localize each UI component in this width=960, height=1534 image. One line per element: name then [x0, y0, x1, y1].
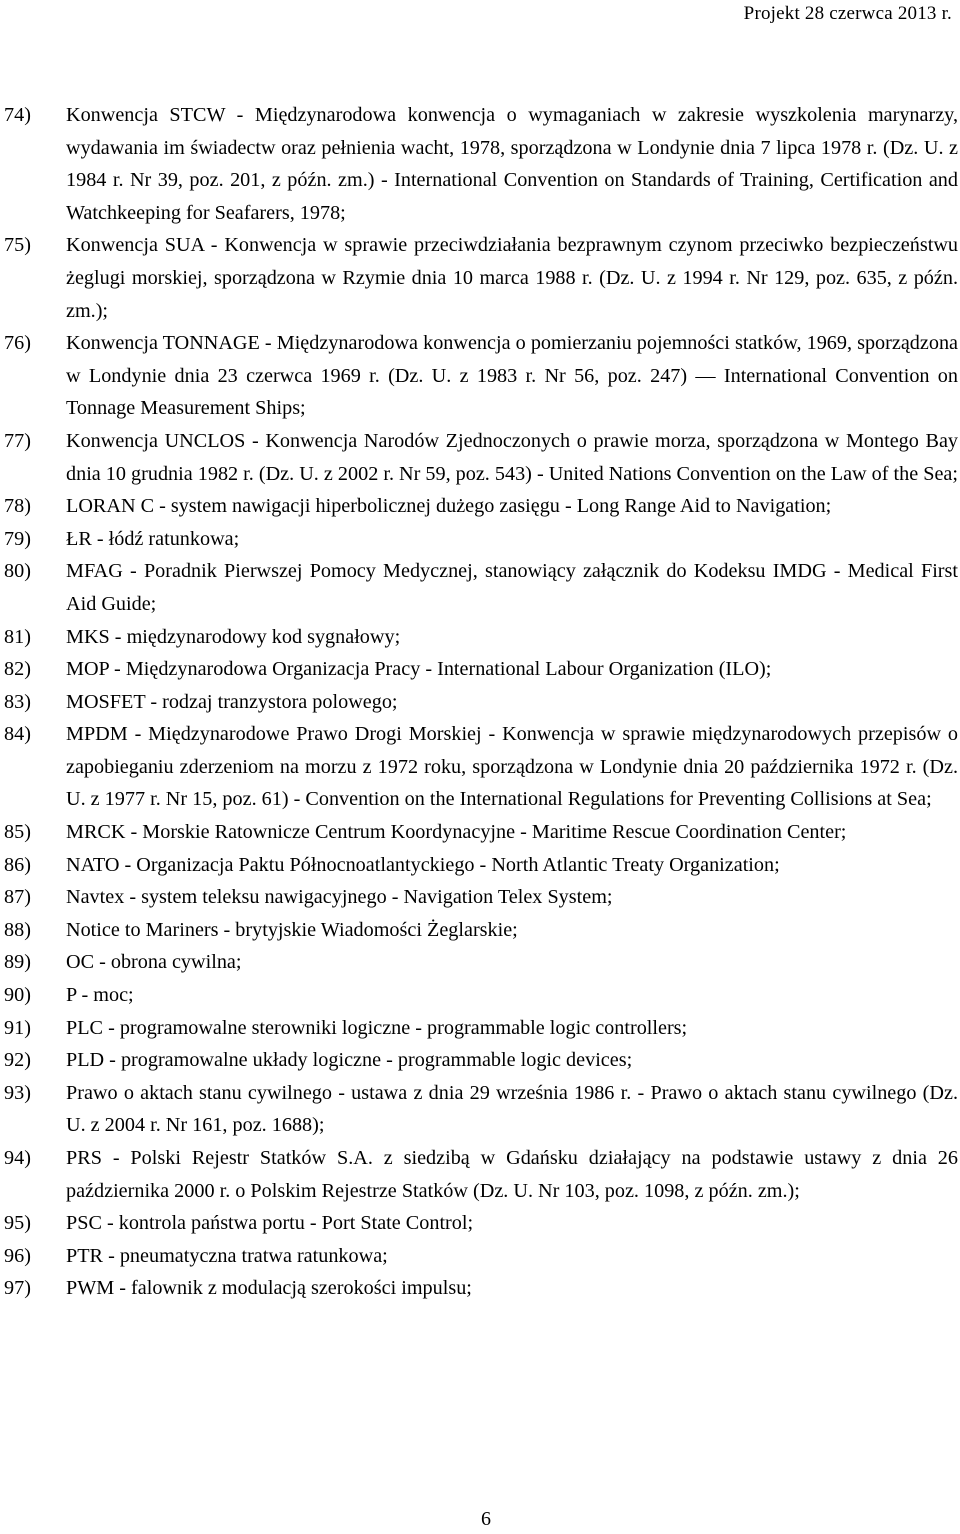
item-text: NATO - Organizacja Paktu Północnoatlantyckiego - North Atlantic Treaty Organization; — [66, 853, 780, 876]
list-item — [4, 1012, 958, 1045]
document-header: Projekt 28 czerwca 2013 r. — [743, 3, 952, 24]
item-number: 82) — [4, 658, 31, 681]
item-text: OC - obrona cywilna; — [66, 951, 242, 974]
list-item — [4, 523, 958, 556]
list-item — [4, 653, 958, 686]
item-number: 75) — [4, 234, 31, 257]
item-number: 80) — [4, 560, 31, 583]
list-item — [4, 686, 958, 719]
list-item — [4, 99, 958, 229]
item-number: 79) — [4, 527, 31, 550]
list-item — [4, 229, 958, 327]
list-item — [4, 1240, 958, 1273]
item-text: Notice to Mariners - brytyjskie Wiadomości Żeglarskie; — [66, 918, 518, 941]
item-number: 74) — [4, 104, 31, 126]
page-number: 6 — [481, 1508, 491, 1530]
item-text: PLD - programowalne układy logiczne - programmable logic devices; — [66, 1049, 633, 1072]
item-number: 81) — [4, 625, 31, 648]
item-number: 76) — [4, 332, 31, 355]
item-text: Konwencja TONNAGE - Międzynarodowa konwencja o pomierzaniu pojemności statków, 1969, sporządzona w Londynie dnia 23 czerwca 1969 r. (Dz. U. z 1983 r. Nr 56, poz. 247) ― International Convention on Tonnage Measurement Ships; — [66, 332, 958, 420]
list-item — [4, 1142, 958, 1207]
item-number: 86) — [4, 853, 31, 876]
item-number: 88) — [4, 918, 31, 941]
item-number: 87) — [4, 886, 31, 909]
item-number: 93) — [4, 1081, 31, 1104]
list-item — [4, 979, 958, 1012]
item-text: ŁR - łódź ratunkowa; — [66, 527, 240, 550]
item-number: 83) — [4, 690, 31, 713]
item-text: MRCK - Morskie Ratownicze Centrum Koordynacyjne - Maritime Rescue Coordination Center; — [66, 821, 847, 844]
list-item — [4, 1272, 958, 1305]
item-text: MPDM - Międzynarodowe Prawo Drogi Morskiej - Konwencja w sprawie międzynarodowych przepisów o zapobieganiu zderzeniom na morzu z 1972 roku, sporządzona w Londynie dnia 20 października 1972 r. (Dz. U. z 1977 r. Nr 15, poz. 61) - Convention on the International Regulations for Preventing Collisions at Sea; — [66, 723, 958, 811]
list-item — [4, 718, 958, 816]
abbreviation-list — [4, 99, 958, 1305]
list-item — [4, 555, 958, 620]
item-number: 92) — [4, 1049, 31, 1072]
item-text: Konwencja UNCLOS - Konwencja Narodów Zjednoczonych o prawie morza, sporządzona w Montego Bay dnia 10 grudnia 1982 r. (Dz. U. z 2002 r. Nr 59, poz. 543) - United Nations Convention on the Law of the Sea; — [66, 429, 959, 485]
list-item — [4, 816, 958, 849]
item-text: PRS - Polski Rejestr Statków S.A. z siedzibą w Gdańsku działający na podstawie ustawy z dnia 26 października 2000 r. o Polskim Rejestrze Statków (Dz. U. Nr 103, poz. 1098, z późn. zm.); — [66, 1147, 958, 1202]
item-text: MKS - międzynarodowy kod sygnałowy; — [66, 625, 401, 648]
item-number: 84) — [4, 723, 31, 746]
item-text: PLC - programowalne sterowniki logiczne - programmable logic controllers; — [66, 1016, 688, 1039]
item-number: 77) — [4, 429, 31, 452]
item-text: Konwencja SUA - Konwencja w sprawie przeciwdziałania bezprawnym czynom przeciwko bezpieczeństwu żeglugi morskiej, sporządzona w Rzymie dnia 10 marca 1988 r. (Dz. U. z 1994 r. Nr 129, poz. 635, z późn. zm.); — [66, 234, 958, 322]
item-number: 85) — [4, 821, 31, 844]
item-number: 96) — [4, 1244, 31, 1267]
list-item — [4, 881, 958, 914]
item-number: 95) — [4, 1212, 31, 1235]
item-number: 94) — [4, 1147, 31, 1169]
list-item — [4, 849, 958, 882]
item-text: LORAN C - system nawigacji hiperbolicznej dużego zasięgu - Long Range Aid to Navigation; — [66, 495, 832, 518]
item-number: 90) — [4, 984, 31, 1007]
list-item — [4, 1044, 958, 1077]
list-item — [4, 425, 958, 490]
item-number: 89) — [4, 951, 31, 974]
item-text: Konwencja STCW - Międzynarodowa konwencja o wymaganiach w zakresie wyszkolenia marynarzy, wydawania im świadectw oraz pełnienia wacht, 1978, sporządzona w Londynie dnia 7 lipca 1978 r. (Dz. U. z 1984 r. Nr 39, poz. 201, z późn. zm.) - International Convention on Standards of Training, Certification and Watchkeeping for Seafarers, 1978; — [66, 104, 958, 224]
item-number: 97) — [4, 1277, 31, 1300]
item-text: PTR - pneumatyczna tratwa ratunkowa; — [66, 1244, 388, 1267]
list-item — [4, 621, 958, 654]
item-text: PSC - kontrola państwa portu - Port State Control; — [66, 1212, 474, 1235]
list-item — [4, 914, 958, 947]
item-text: PWM - falownik z modulacją szerokości impulsu; — [66, 1277, 472, 1300]
list-item — [4, 490, 958, 523]
item-text: MFAG - Poradnik Pierwszej Pomocy Medycznej, stanowiący załącznik do Kodeksu IMDG - Medical First Aid Guide; — [66, 560, 958, 615]
item-text: P - moc; — [66, 984, 134, 1007]
item-text: MOSFET - rodzaj tranzystora polowego; — [66, 690, 398, 713]
list-item — [4, 327, 958, 425]
item-number: 78) — [4, 495, 31, 518]
item-number: 91) — [4, 1016, 31, 1039]
list-item — [4, 1207, 958, 1240]
item-text: Prawo o aktach stanu cywilnego - ustawa z dnia 29 września 1986 r. - Prawo o aktach stanu cywilnego (Dz. U. z 2004 r. Nr 161, poz. 1688); — [66, 1081, 958, 1137]
list-item — [4, 1077, 958, 1142]
item-text: MOP - Międzynarodowa Organizacja Pracy - International Labour Organization (ILO); — [66, 658, 772, 681]
item-text: Navtex - system teleksu nawigacyjnego - Navigation Telex System; — [66, 886, 613, 909]
list-item — [4, 946, 958, 979]
